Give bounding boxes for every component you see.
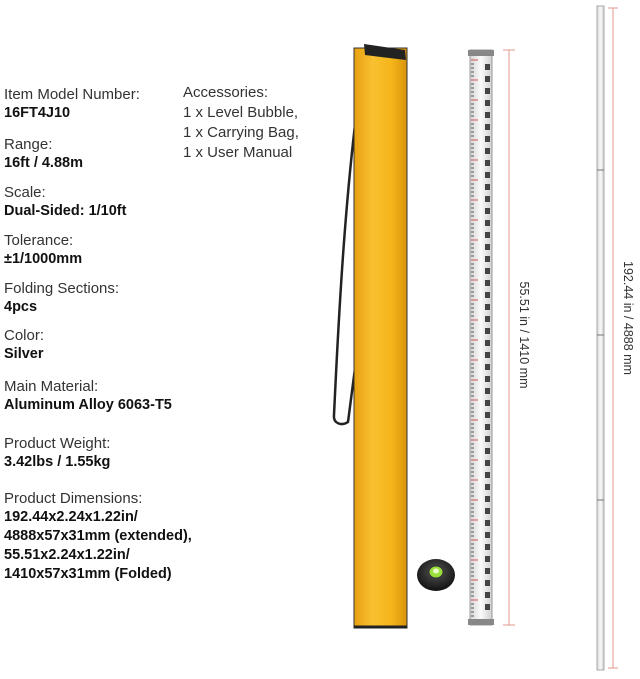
spec-label: Main Material: — [4, 378, 99, 395]
bag-body — [354, 48, 407, 628]
accessory-item: 1 x User Manual — [183, 144, 293, 161]
spec-value: 55.51x2.24x1.22in/ — [4, 547, 130, 563]
spec-value: 1410x57x31mm (Folded) — [4, 566, 172, 582]
accessories-title: Accessories: — [183, 84, 269, 101]
spec-value: Silver — [4, 346, 44, 362]
spec-label: Product Dimensions: — [4, 490, 143, 507]
spec-label: Product Weight: — [4, 435, 111, 452]
spec-label: Range: — [4, 136, 53, 153]
rod-cap-bottom — [468, 619, 494, 625]
spec-value: 4pcs — [4, 299, 38, 315]
spec-value: Dual-Sided: 1/10ft — [4, 203, 127, 219]
extended-rod-body — [597, 6, 604, 670]
extended-rod — [597, 6, 604, 670]
level-bubble-icon — [417, 559, 455, 591]
folded-dimension-label: 55.51 in / 1410 mm — [517, 281, 531, 389]
folded-rod — [468, 50, 494, 625]
spec-label: Tolerance: — [4, 232, 74, 249]
spec-value: 4888x57x31mm (extended), — [4, 528, 192, 544]
accessory-item: 1 x Level Bubble, — [183, 104, 299, 121]
accessory-item: 1 x Carrying Bag, — [183, 124, 299, 141]
spec-value: Aluminum Alloy 6063-T5 — [4, 397, 172, 413]
spec-label: Item Model Number: — [4, 86, 140, 103]
spec-value: ±1/1000mm — [4, 251, 83, 267]
spec-value: 16ft / 4.88m — [4, 155, 83, 171]
spec-label: Scale: — [4, 184, 46, 201]
spec-value: 16FT4J10 — [4, 105, 71, 121]
extended-dimension — [608, 8, 635, 668]
carrying-bag — [334, 44, 407, 628]
spec-label: Folding Sections: — [4, 280, 120, 297]
folded-dimension — [503, 50, 531, 625]
rod-cap-top — [468, 50, 494, 56]
spec-value: 192.44x2.24x1.22in/ — [4, 509, 138, 525]
spec-label: Color: — [4, 327, 45, 344]
extended-dimension-label: 192.44 in / 4888 mm — [621, 261, 635, 375]
spec-value: 3.42lbs / 1.55kg — [4, 454, 111, 470]
